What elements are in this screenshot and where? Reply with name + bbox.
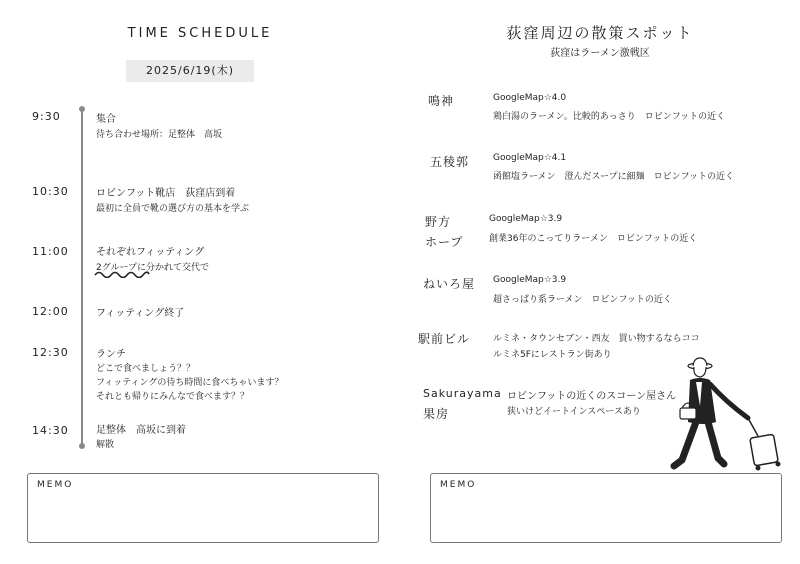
event-time: 12:30: [32, 346, 69, 359]
event-detail: 解散: [96, 440, 115, 450]
event-time: 9:30: [32, 110, 61, 123]
event-time: 14:30: [32, 424, 69, 437]
spot-name: 野方: [425, 215, 452, 229]
spots-subtitle: 荻窪はラーメン激戦区: [550, 48, 650, 59]
event-title: フィッティング終了: [96, 308, 185, 319]
event-title: ロビンフット靴店 荻窪店到着: [96, 188, 236, 199]
schedule-date: 2025/6/19(木): [126, 60, 254, 82]
spot-description: 狭いけどイートインスペースあり: [507, 407, 641, 417]
spot-name: 駅前ビル: [418, 332, 471, 346]
spot-rating: GoogleMap☆4.1: [493, 153, 567, 163]
spot-name: ホープ: [425, 235, 464, 249]
event-detail: フィッティングの待ち時間に食べちゃいます？: [96, 378, 284, 388]
event-detail: 2グループに分かれて交代で: [96, 263, 210, 273]
spot-rating: GoogleMap☆4.0: [493, 93, 567, 103]
spot-description: ロビンフットの近くのスコーン屋さん: [507, 391, 677, 402]
wavy-underline: [94, 270, 150, 278]
spots-title: 荻窪周辺の散策スポット: [506, 24, 694, 42]
spot-name: Sakurayama: [423, 387, 502, 400]
event-time: 12:00: [32, 305, 69, 318]
spot-rating: GoogleMap☆3.9: [493, 275, 567, 285]
event-detail: 最初に全員で靴の選び方の基本を学ぶ: [96, 204, 250, 214]
memo-box-left[interactable]: [27, 473, 379, 543]
event-detail: それとも帰りにみんなで食べます？？: [96, 392, 250, 402]
schedule-title: TIME SCHEDULE: [127, 26, 273, 41]
event-title: 足整体 高坂に到着: [96, 425, 186, 436]
spot-description: ルミネ・タウンセブン・西友 買い物するならココ: [493, 334, 700, 344]
spot-description: ルミネ5Fにレストラン街あり: [493, 350, 612, 360]
spot-description: 函館塩ラーメン 澄んだスープに細麺 ロビンフットの近く: [493, 172, 735, 182]
traveler-illustration: [660, 356, 790, 474]
spot-name: ねいろ屋: [423, 277, 476, 291]
spot-name: 五稜郭: [430, 155, 470, 169]
spot-description: 鶏白湯のラーメン。比較的あっさり ロビンフットの近く: [493, 112, 726, 122]
spot-name: 果房: [423, 407, 450, 421]
event-title: それぞれフィッティング: [96, 247, 205, 258]
memo-box-right[interactable]: [430, 473, 782, 543]
event-time: 10:30: [32, 185, 69, 198]
event-title: ランチ: [96, 349, 126, 360]
spot-name: 鳴神: [428, 94, 455, 108]
spot-rating: GoogleMap☆3.9: [489, 214, 563, 224]
memo-label: MEMO: [37, 480, 74, 490]
event-detail: 待ち合わせ場所：足整体 高坂: [96, 130, 223, 140]
spot-description: 創業36年のこってりラーメン ロビンフットの近く: [489, 234, 698, 244]
timeline-line: [81, 108, 83, 446]
memo-label: MEMO: [440, 480, 477, 490]
event-time: 11:00: [32, 245, 69, 258]
spot-description: 超さっぱり系ラーメン ロビンフットの近く: [493, 295, 672, 305]
event-detail: どこで食べましょう？？: [96, 364, 196, 374]
timeline-end-dot: [79, 443, 85, 449]
event-title: 集合: [96, 114, 116, 125]
timeline-start-dot: [79, 106, 85, 112]
